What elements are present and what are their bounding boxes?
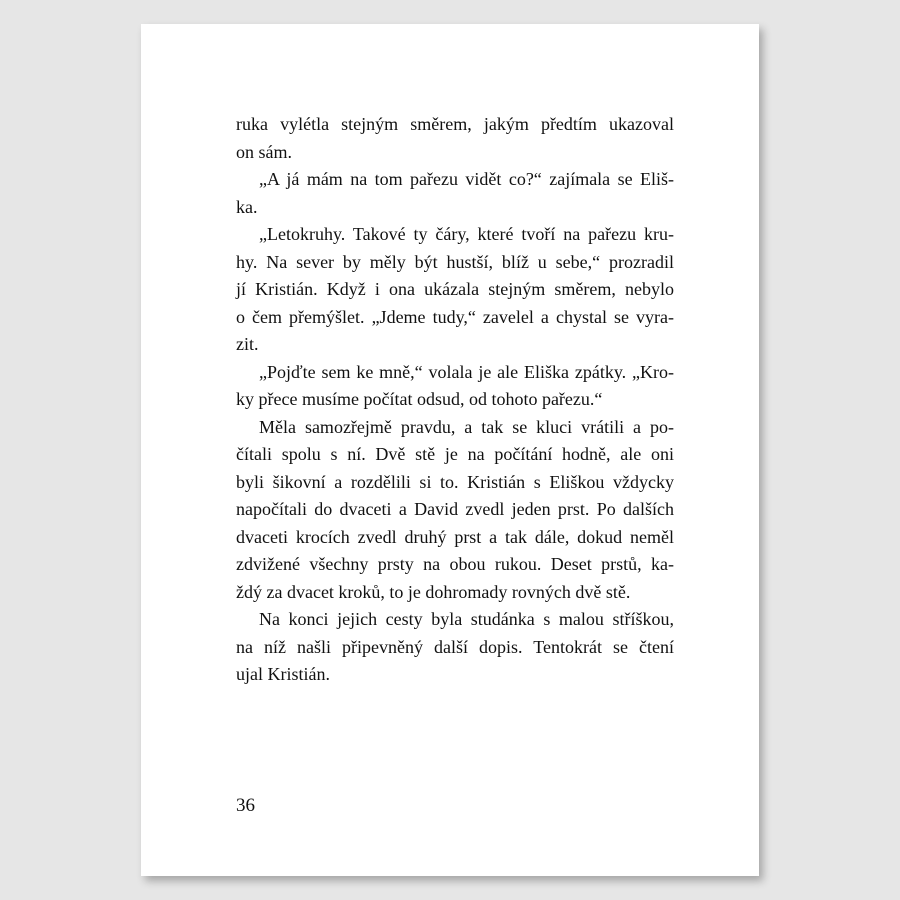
paragraph — [236, 221, 674, 359]
page-number: 36 — [236, 795, 255, 816]
text-line: „A já mám na tom pařezu vidět co?“ zajímala se Eliš- — [259, 169, 674, 189]
text-line: „Letokruhy. Takové ty čáry, které tvoří na pařezu kru- — [259, 224, 674, 244]
text-line: ždý za dvacet kroků, to je dohromady rovných dvě stě. — [236, 581, 631, 602]
paragraph — [236, 359, 674, 414]
paragraph — [236, 606, 674, 689]
text-line: čítali spolu s ní. Dvě stě je na počítání hodně, ale oni — [236, 444, 674, 464]
text-line: zit. — [236, 334, 259, 354]
text-line: o čem přemýšlet. „Jdeme tudy,“ zavelel a chystal se vyra- — [236, 306, 674, 327]
text-line: ky přece musíme počítat odsud, od tohoto pařezu.“ — [236, 389, 603, 409]
text-line: ka. — [236, 196, 258, 217]
paragraph — [236, 111, 674, 166]
paragraph — [236, 166, 674, 221]
text-line: jí Kristián. Když i ona ukázala stejným směrem, nebylo — [236, 279, 674, 299]
text-line: dvaceti krocích zvedl druhý prst a tak dále, dokud neměl — [236, 526, 674, 547]
text-line: zdvižené všechny prsty na obou rukou. Deset prstů, ka- — [236, 554, 674, 574]
text-line: ujal Kristián. — [236, 664, 330, 684]
text-line: Měla samozřejmě pravdu, a tak se kluci vrátili a po- — [259, 416, 674, 437]
text-line: byli šikovní a rozdělili si to. Kristián s Eliškou vždycky — [236, 471, 674, 492]
body-text — [236, 111, 674, 689]
text-line: na níž našli připevněný další dopis. Tentokrát se čtení — [236, 636, 674, 657]
text-line: hy. Na sever by měly být hustší, blíž u sebe,“ prozradil — [236, 251, 674, 272]
text-line: „Pojďte sem ke mně,“ volala je ale Eliška zpátky. „Kro- — [259, 361, 674, 382]
text-line: on sám. — [236, 141, 292, 162]
text-line: Na konci jejich cesty byla studánka s malou stříškou, — [259, 609, 674, 629]
text-line: ruka vylétla stejným směrem, jakým předtím ukazoval — [236, 114, 674, 134]
paragraph — [236, 414, 674, 607]
book-page — [141, 24, 759, 876]
text-line: napočítali do dvaceti a David zvedl jeden prst. Po dalších — [236, 499, 674, 519]
